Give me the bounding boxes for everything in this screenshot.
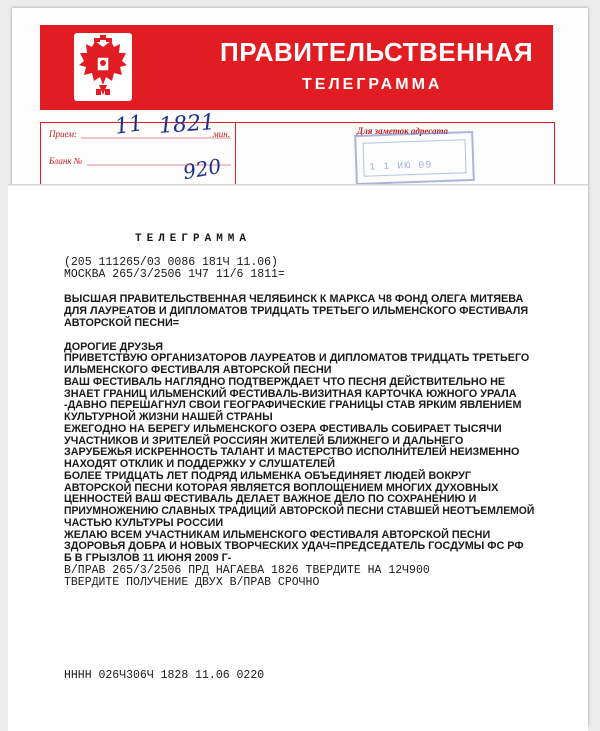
body-line: ЖЕЛАЮ ВСЕМ УЧАСТНИКАМ ИЛЬМЕНСКОГО ФЕСТИВАЛЯ АВТОРСКОЙ ПЕСНИ	[64, 529, 491, 541]
body-line: ПРИУМНОЖЕНИЮ СЛАВНЫХ ТРАДИЦИЙ АВТОРСКОЙ ПЕСНИ СТАВШЕЙ НЕОТЪЕМЛЕМОЙ	[64, 505, 535, 517]
header-banner	[40, 25, 553, 110]
service-line: В/ПРАВ 265/3/2506 ПРД НАГАЕВА 1826 ТВЕРДИТЕ НА 12Ч900	[64, 564, 430, 577]
body-line: ДОРОГИЕ ДРУЗЬЯ	[64, 341, 163, 353]
body-line: ПРИВЕТСТВУЮ ОРГАНИЗАТОРОВ ЛАУРЕАТОВ И ДИПЛОМАТОВ ТРИДЦАТЬ ТРЕТЬЕГО	[64, 352, 530, 364]
received-label: Прием:	[49, 129, 78, 139]
body-line: ЗНАЕТ ГРАНИЦ ИЛЬМЕНСКИЙ ФЕСТИВАЛЬ-ВИЗИТНАЯ КАРТОЧКА ЮЖНОГО УРАЛА	[64, 388, 517, 400]
body-line: УЧАСТНИКОВ И ЗРИТЕЛЕЙ РОССИЯН ЖИТЕЛЕЙ БЛИЖНЕГО И ДАЛЬНЕГО	[64, 435, 464, 447]
body-line: -ДАВНО ПЕРЕШАГНУЛ СВОИ ГЕОГРАФИЧЕСКИЕ ГРАНИЦЫ СТАВ ЯРКИМ ЯВЛЕНИЕМ	[64, 399, 522, 411]
telegram-heading: ТЕЛЕГРАММА	[135, 233, 252, 245]
address-line: ДЛЯ ЛАУРЕАТОВ И ДИПЛОМАТОВ ТРИДЦАТЬ ТРЕТЬЕГО ИЛЬМЕНСКОГО ФЕСТИВАЛЯ	[64, 305, 529, 317]
body-line: ВАШ ФЕСТИВАЛЬ НАГЛЯДНО ПОДТВЕРЖДАЕТ ЧТО ПЕСНЯ ДЕЙСТВИТЕЛЬНО НЕ	[64, 376, 506, 388]
body-line: ЗАРУБЕЖЬЯ ИСКРЕННОСТЬ ТАЛАНТ И МАСТЕРСТВО ИСПОЛНИТЕЛЕЙ НЕИЗМЕННО	[64, 446, 520, 458]
address-line: АВТОРСКОЙ ПЕСНИ=	[64, 317, 180, 329]
receipt-stamp	[354, 131, 475, 185]
header-line: МОСКВА 265/3/2506 1Ч7 11/6 1811=	[64, 268, 285, 281]
stamp-date: 1 1 ИЮ 09	[369, 160, 433, 174]
banner-subtitle: ТЕЛЕГРАММА	[302, 76, 443, 93]
handwritten-blank-number: 920	[181, 153, 223, 185]
handwritten-day: 11	[113, 111, 145, 140]
body-line: ЗДОРОВЬЯ ДОБРА И НОВЫХ ТВОРЧЕСКИХ УДАЧ=ПРЕДСЕДАТЕЛЬ ГОСДУМЫ ФС РФ	[64, 540, 524, 552]
russian-coat-of-arms-icon	[74, 33, 132, 101]
handwritten-time: 1821	[158, 110, 216, 139]
minutes-label: мин.	[213, 129, 230, 139]
notes-label: Для заметок адресата	[357, 126, 449, 136]
banner-title: ПРАВИТЕЛЬСТВЕННАЯ	[220, 37, 534, 67]
service-line: ТВЕРДИТЕ ПОЛУЧЕНИЕ ДВУХ В/ПРАВ СРОЧНО	[64, 576, 320, 589]
body-line: НАХОДЯТ ОТКЛИК И ПОДДЕРЖКУ У СЛУШАТЕЛЕЙ	[64, 458, 336, 470]
blank-number-label: Бланк №	[49, 156, 83, 166]
footer-line: НННН 026Ч306Ч 1828 11.06 0220	[64, 669, 265, 682]
header-line: (205 111265/03 0086 181Ч 11.06)	[64, 256, 278, 269]
address-line: ВЫСШАЯ ПРАВИТЕЛЬСТВЕННАЯ ЧЕЛЯБИНСК К МАРКСА Ч8 ФОНД ОЛЕГА МИТЯЕВА	[64, 293, 524, 305]
body-line: БОЛЕЕ ТРИДЦАТЬ ЛЕТ ПОДРЯД ИЛЬМЕНКА ОБЪЕДИНЯЕТ ЛЮДЕЙ ВОКРУГ	[64, 470, 471, 482]
body-line: ЧАСТЬЮ КУЛЬТУРЫ РОССИИ	[64, 517, 224, 529]
body-line: ЦЕННОСТЕЙ ВАШ ФЕСТИВАЛЬ ДЕЛАЕТ ВАЖНОЕ ДЕЛО ПО СОХРАНЕНИЮ И	[64, 493, 477, 505]
body-line: АВТОРСКОЙ ПЕСНИ КОТОРАЯ ЯВЛЯЕТСЯ ВОПЛОЩЕНИЕМ МНОГИХ ДУХОВНЫХ	[64, 482, 499, 494]
body-line: ЕЖЕГОДНО НА БЕРЕГУ ИЛЬМЕНСКОГО ОЗЕРА ФЕСТИВАЛЬ СОБИРАЕТ ТЫСЯЧИ	[64, 423, 502, 435]
body-line: ИЛЬМЕНСКОГО ФЕСТИВАЛЯ АВТОРСКОЙ ПЕСНИ	[64, 364, 332, 376]
body-line: Б В ГРЫЗЛОВ 11 ИЮНЯ 2009 Г-	[64, 552, 232, 564]
body-line: КУЛЬТУРНОЙ ЖИЗНИ НАШЕЙ СТРАНЫ	[64, 411, 273, 423]
